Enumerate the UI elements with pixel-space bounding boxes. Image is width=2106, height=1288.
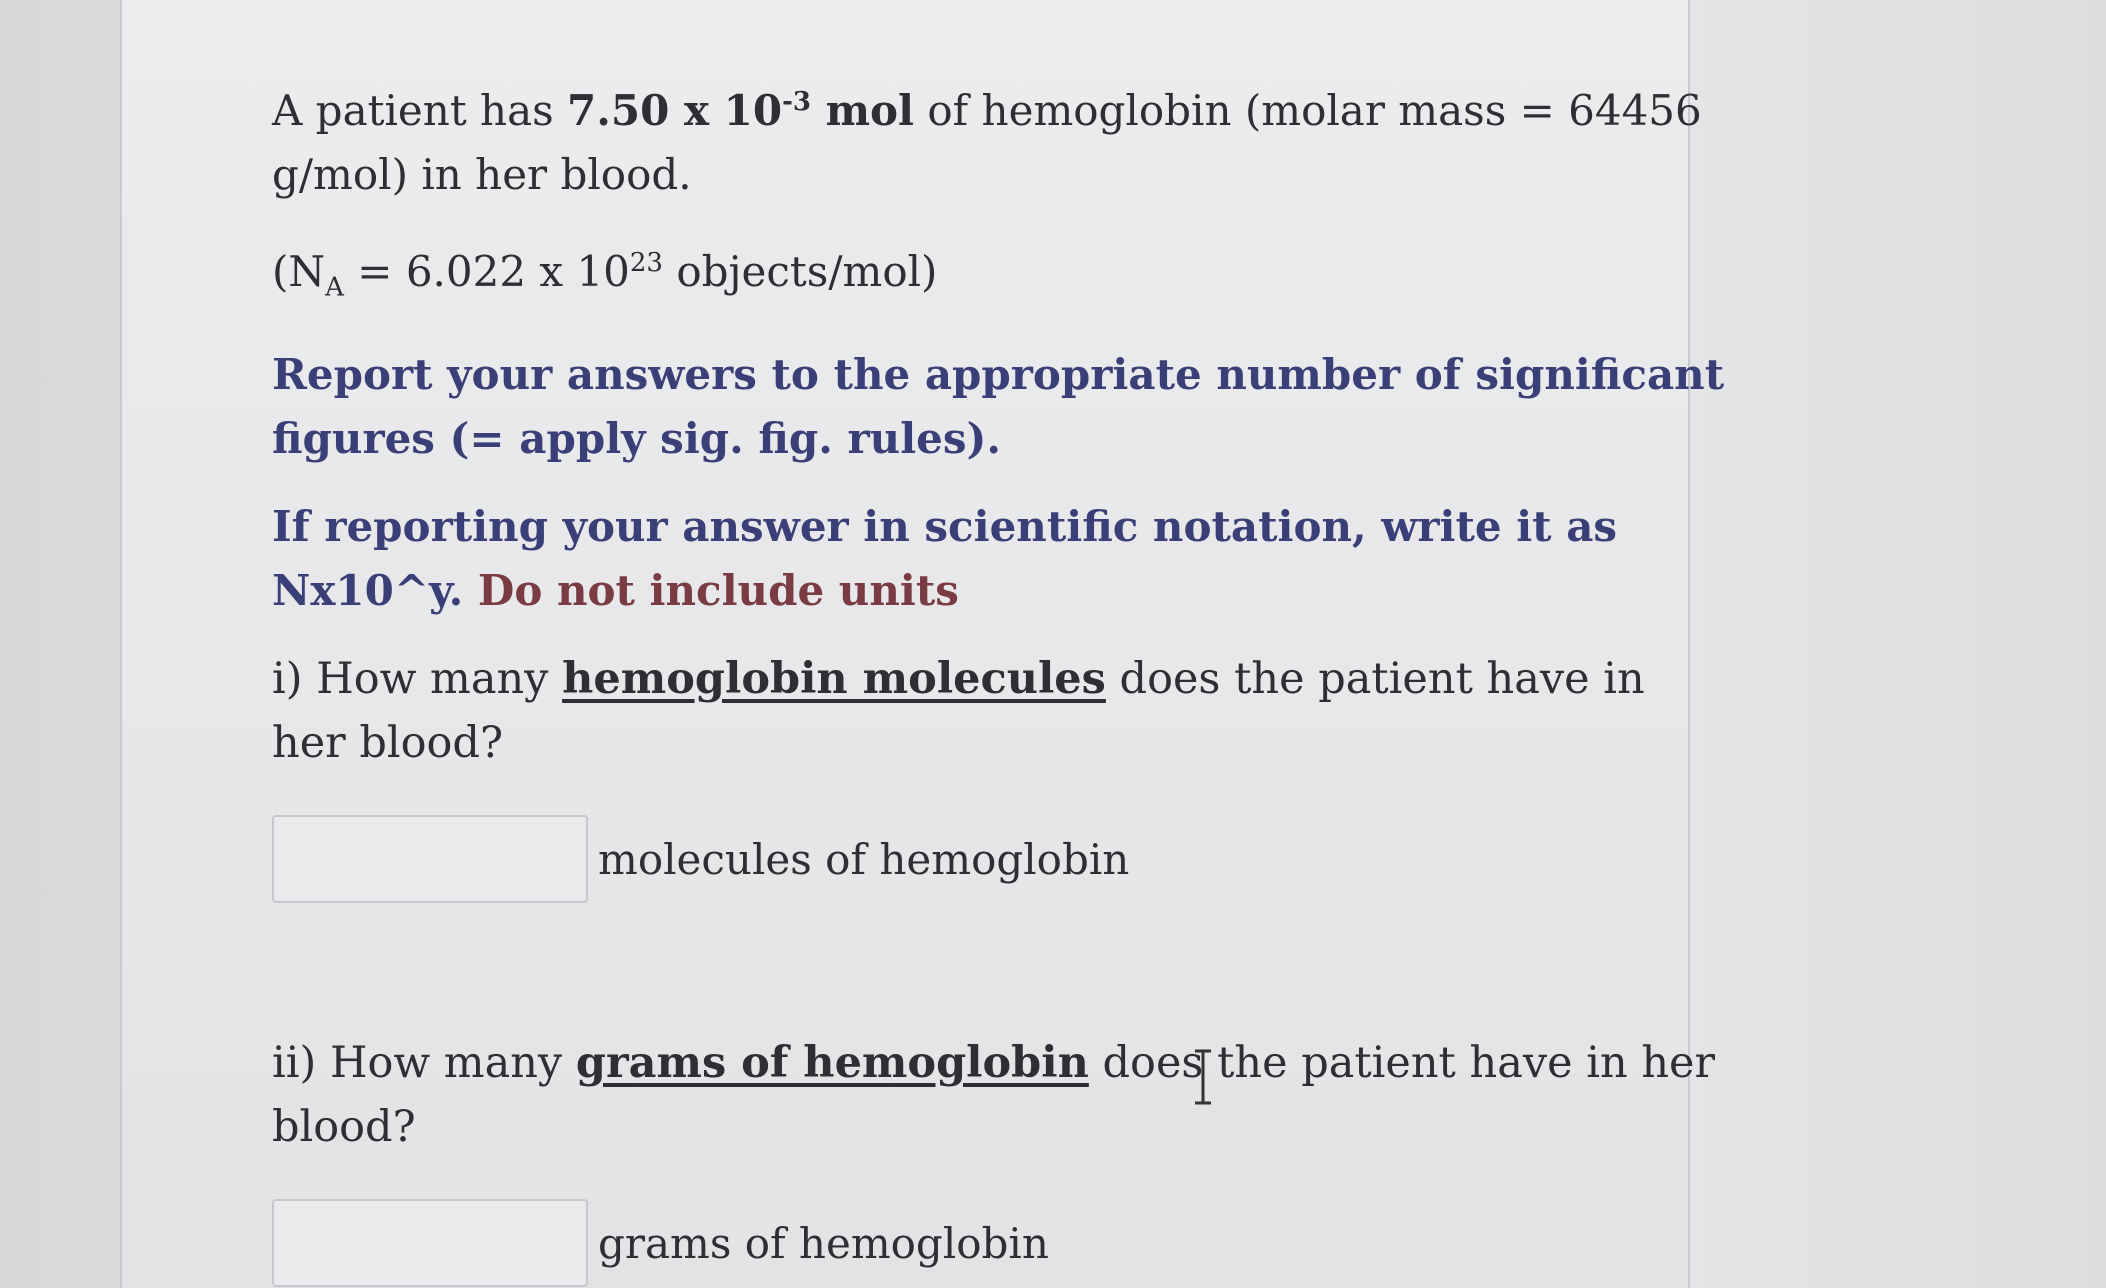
question-1-prefix: i) How many <box>272 654 563 705</box>
question-2-suffix-b: the patient have in her blood? <box>272 1038 1716 1153</box>
sci-notation-text: If reporting your answer in scientific notation, write it as Nx10^y. <box>272 502 1618 616</box>
question-2 <box>272 1031 1732 1159</box>
avogadro-unit: objects/mol) <box>662 247 938 296</box>
grams-answer-input[interactable] <box>272 1199 588 1287</box>
answer-row-2 <box>272 1199 1732 1287</box>
question-2-prefix: ii) How many <box>272 1038 576 1089</box>
avogadro-subscript: A <box>325 272 344 303</box>
avogadro-value: = 6.022 x 10 <box>343 247 630 296</box>
question-2-suffix-a: does <box>1088 1038 1204 1089</box>
no-units-warning: Do not include units <box>463 566 959 616</box>
sigfig-instruction: Report your answers to the appropriate number of significant figures (= apply sig. fig. rules). <box>272 350 1725 464</box>
question-1 <box>272 647 1732 775</box>
question-2-emphasis: grams of hemoglobin <box>575 1038 1089 1089</box>
avogadro-constant <box>272 231 1732 319</box>
question-content <box>272 70 1732 1287</box>
question-1-suffix: does the patient have in her blood? <box>272 654 1645 769</box>
avogadro-exponent: 23 <box>629 248 663 278</box>
question-1-emphasis: hemoglobin molecules <box>562 654 1106 705</box>
mole-amount-exponent: -3 <box>782 87 811 117</box>
mole-amount <box>567 86 914 135</box>
mole-amount-base: 7.50 x 10 <box>567 86 783 135</box>
molecules-answer-input[interactable] <box>272 815 588 903</box>
question-card <box>120 0 1725 1288</box>
avogadro-symbol: (N <box>272 247 326 296</box>
problem-text: A patient has <box>272 86 568 135</box>
molecules-unit-label: molecules of hemoglobin <box>598 834 1130 884</box>
scientific-notation-instruction <box>272 495 1732 623</box>
problem-statement <box>272 70 1732 207</box>
grams-unit-label: grams of hemoglobin <box>598 1218 1049 1268</box>
problem-text-continued: of hemoglobin (molar mass = 64456 g/mol) in her blood. <box>272 86 1702 199</box>
mole-amount-unit: mol <box>810 86 914 135</box>
answer-row-1 <box>272 815 1732 903</box>
